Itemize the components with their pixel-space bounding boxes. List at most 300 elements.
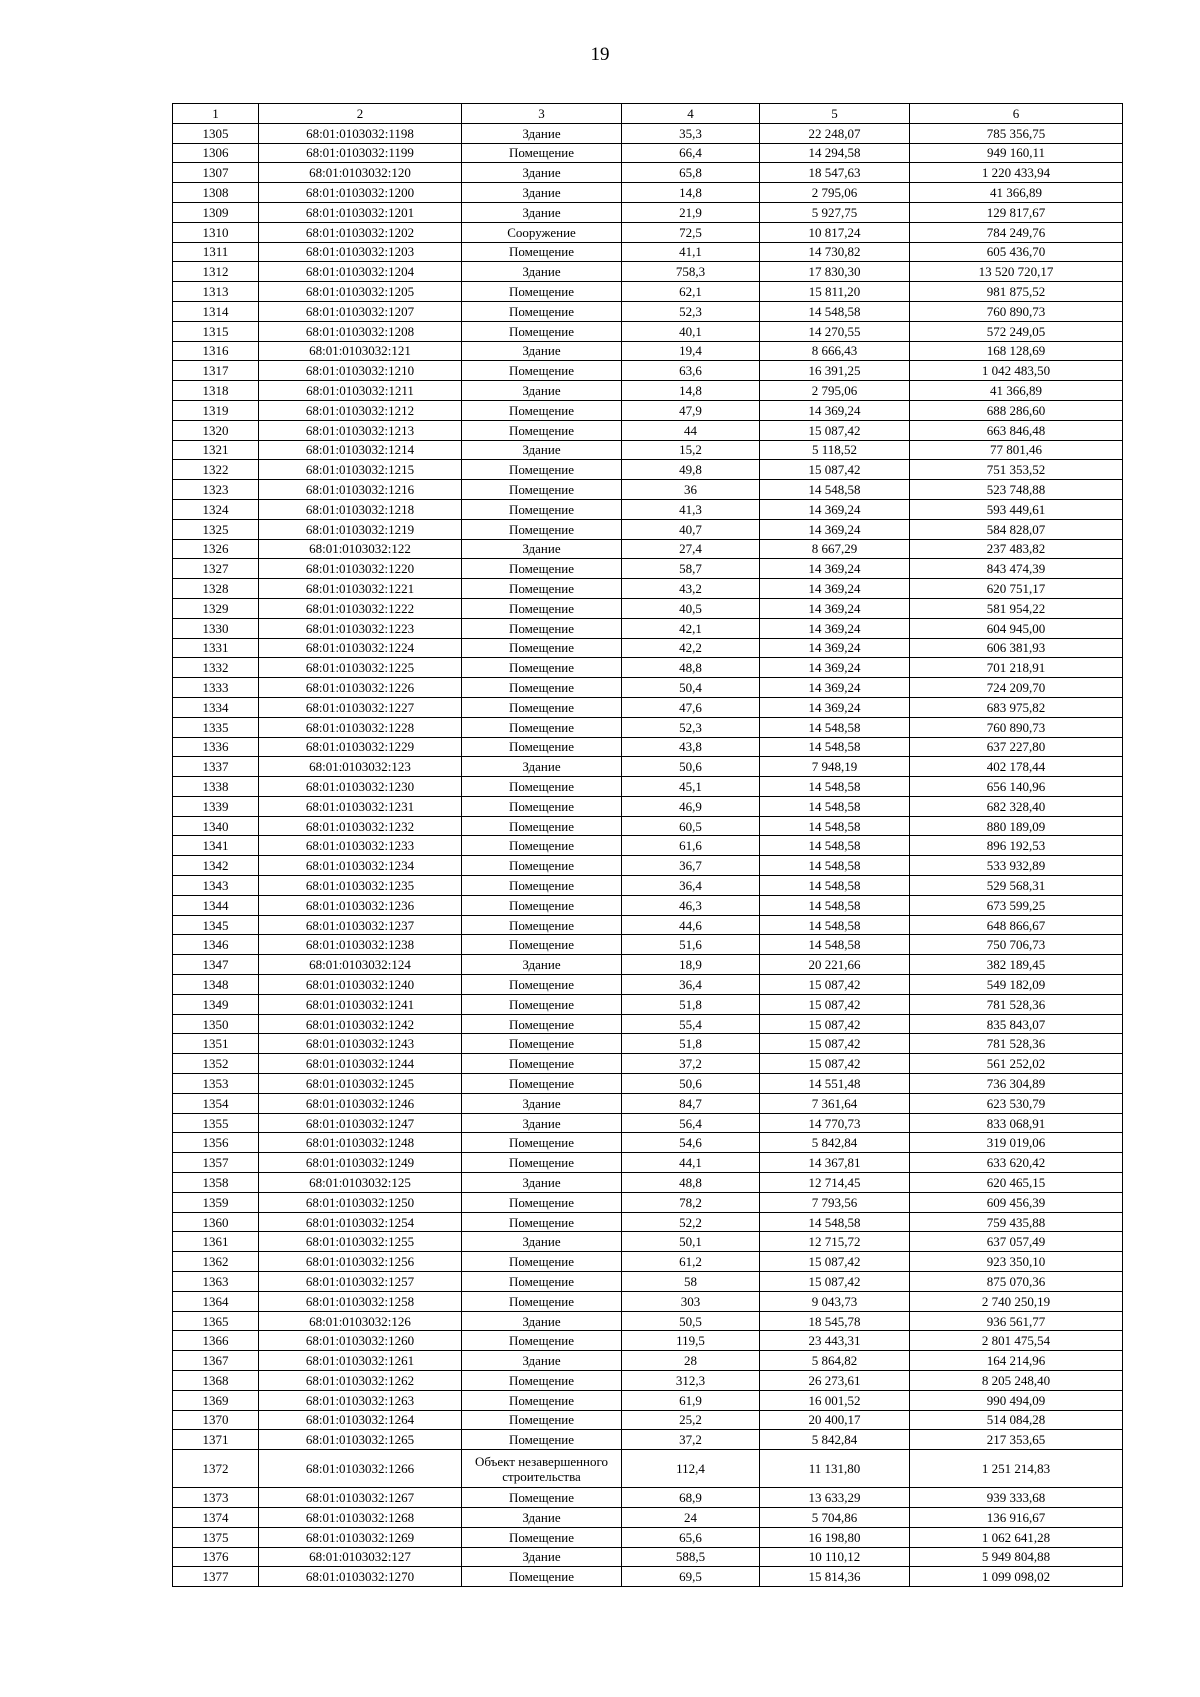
page-number: 19	[590, 44, 610, 65]
cadastral-number-cell: 68:01:0103032:1265	[259, 1430, 462, 1450]
specific-value-cell: 14 548,58	[760, 816, 910, 836]
table-row	[173, 1567, 1123, 1587]
cadastral-number-cell: 68:01:0103032:1247	[259, 1113, 462, 1133]
row-number-cell: 1361	[173, 1232, 259, 1252]
area-cell: 45,1	[622, 777, 760, 797]
specific-value-cell: 14 548,58	[760, 915, 910, 935]
cadastral-number-cell: 68:01:0103032:1245	[259, 1074, 462, 1094]
row-number-cell: 1351	[173, 1034, 259, 1054]
object-type-cell: Помещение	[462, 1291, 622, 1311]
table-row	[173, 123, 1123, 143]
row-number-cell: 1371	[173, 1430, 259, 1450]
cadastral-value-cell: 8 205 248,40	[910, 1371, 1123, 1391]
table-row	[173, 480, 1123, 500]
object-type-cell: Помещение	[462, 1272, 622, 1292]
cadastral-number-cell: 68:01:0103032:1229	[259, 737, 462, 757]
table-row	[173, 1311, 1123, 1331]
specific-value-cell: 15 814,36	[760, 1567, 910, 1587]
cadastral-value-cell: 77 801,46	[910, 440, 1123, 460]
object-type-cell: Здание	[462, 1547, 622, 1567]
cadastral-number-cell: 68:01:0103032:1233	[259, 836, 462, 856]
area-cell: 41,1	[622, 242, 760, 262]
object-type-cell: Здание	[462, 163, 622, 183]
table-row	[173, 262, 1123, 282]
object-type-cell: Помещение	[462, 1192, 622, 1212]
cadastral-value-cell: 382 189,45	[910, 955, 1123, 975]
table-row	[173, 915, 1123, 935]
object-type-cell: Помещение	[462, 143, 622, 163]
cadastral-value-cell: 581 954,22	[910, 598, 1123, 618]
specific-value-cell: 15 087,42	[760, 975, 910, 995]
cadastral-value-cell: 673 599,25	[910, 895, 1123, 915]
object-type-cell: Помещение	[462, 796, 622, 816]
cadastral-number-cell: 68:01:0103032:1211	[259, 381, 462, 401]
object-type-cell: Помещение	[462, 460, 622, 480]
table-row	[173, 242, 1123, 262]
object-type-cell: Здание	[462, 381, 622, 401]
specific-value-cell: 8 667,29	[760, 539, 910, 559]
cadastral-number-cell: 68:01:0103032:1212	[259, 400, 462, 420]
cadastral-value-cell: 549 182,09	[910, 975, 1123, 995]
cadastral-value-cell: 759 435,88	[910, 1212, 1123, 1232]
specific-value-cell: 5 118,52	[760, 440, 910, 460]
area-cell: 27,4	[622, 539, 760, 559]
row-number-cell: 1375	[173, 1527, 259, 1547]
area-cell: 51,8	[622, 1034, 760, 1054]
area-cell: 21,9	[622, 202, 760, 222]
object-type-cell: Помещение	[462, 618, 622, 638]
object-type-cell: Помещение	[462, 915, 622, 935]
row-number-cell: 1308	[173, 183, 259, 203]
object-type-cell: Помещение	[462, 994, 622, 1014]
object-type-cell: Сооружение	[462, 222, 622, 242]
object-type-cell: Помещение	[462, 519, 622, 539]
table-row	[173, 440, 1123, 460]
cadastral-number-cell: 68:01:0103032:1224	[259, 638, 462, 658]
table-row	[173, 638, 1123, 658]
specific-value-cell: 15 087,42	[760, 420, 910, 440]
cadastral-number-cell: 68:01:0103032:1268	[259, 1507, 462, 1527]
row-number-cell: 1337	[173, 757, 259, 777]
row-number-cell: 1373	[173, 1488, 259, 1508]
specific-value-cell: 15 087,42	[760, 1034, 910, 1054]
object-type-cell: Здание	[462, 183, 622, 203]
table-row	[173, 1173, 1123, 1193]
area-cell: 66,4	[622, 143, 760, 163]
cadastral-value-cell: 41 366,89	[910, 183, 1123, 203]
object-type-cell: Помещение	[462, 1390, 622, 1410]
object-type-cell: Помещение	[462, 816, 622, 836]
row-number-cell: 1327	[173, 559, 259, 579]
area-cell: 50,5	[622, 1311, 760, 1331]
object-type-cell: Помещение	[462, 658, 622, 678]
cadastral-value-cell: 784 249,76	[910, 222, 1123, 242]
row-number-cell: 1360	[173, 1212, 259, 1232]
row-number-cell: 1353	[173, 1074, 259, 1094]
specific-value-cell: 14 369,24	[760, 598, 910, 618]
cadastral-value-cell: 1 042 483,50	[910, 361, 1123, 381]
row-number-cell: 1316	[173, 341, 259, 361]
area-cell: 50,6	[622, 1074, 760, 1094]
area-cell: 15,2	[622, 440, 760, 460]
object-type-cell: Помещение	[462, 579, 622, 599]
cadastral-value-cell: 781 528,36	[910, 1034, 1123, 1054]
table-row	[173, 1291, 1123, 1311]
row-number-cell: 1338	[173, 777, 259, 797]
area-cell: 24	[622, 1507, 760, 1527]
row-number-cell: 1342	[173, 856, 259, 876]
specific-value-cell: 26 273,61	[760, 1371, 910, 1391]
row-number-cell: 1349	[173, 994, 259, 1014]
row-number-cell: 1320	[173, 420, 259, 440]
cadastral-value-table	[172, 103, 1123, 1587]
cadastral-value-cell: 605 436,70	[910, 242, 1123, 262]
area-cell: 40,5	[622, 598, 760, 618]
cadastral-value-cell: 533 932,89	[910, 856, 1123, 876]
table-row	[173, 1410, 1123, 1430]
row-number-cell: 1376	[173, 1547, 259, 1567]
specific-value-cell: 5 842,84	[760, 1133, 910, 1153]
cadastral-number-cell: 68:01:0103032:1264	[259, 1410, 462, 1430]
cadastral-value-cell: 514 084,28	[910, 1410, 1123, 1430]
cadastral-value-cell: 584 828,07	[910, 519, 1123, 539]
object-type-cell: Помещение	[462, 499, 622, 519]
area-cell: 14,8	[622, 183, 760, 203]
table-row	[173, 1034, 1123, 1054]
row-number-cell: 1362	[173, 1252, 259, 1272]
row-number-cell: 1332	[173, 658, 259, 678]
area-cell: 588,5	[622, 1547, 760, 1567]
object-type-cell: Помещение	[462, 678, 622, 698]
cadastral-value-cell: 129 817,67	[910, 202, 1123, 222]
row-number-cell: 1319	[173, 400, 259, 420]
cadastral-value-cell: 13 520 720,17	[910, 262, 1123, 282]
specific-value-cell: 14 369,24	[760, 638, 910, 658]
cadastral-number-cell: 68:01:0103032:1269	[259, 1527, 462, 1547]
cadastral-value-cell: 593 449,61	[910, 499, 1123, 519]
table-row	[173, 955, 1123, 975]
row-number-cell: 1354	[173, 1093, 259, 1113]
cadastral-value-cell: 217 353,65	[910, 1430, 1123, 1450]
specific-value-cell: 14 548,58	[760, 856, 910, 876]
cadastral-value-cell: 682 328,40	[910, 796, 1123, 816]
table-row	[173, 1192, 1123, 1212]
area-cell: 312,3	[622, 1371, 760, 1391]
area-cell: 61,2	[622, 1252, 760, 1272]
cadastral-number-cell: 68:01:0103032:1225	[259, 658, 462, 678]
cadastral-number-cell: 68:01:0103032:1220	[259, 559, 462, 579]
cadastral-value-cell: 750 706,73	[910, 935, 1123, 955]
specific-value-cell: 13 633,29	[760, 1488, 910, 1508]
cadastral-value-cell: 620 465,15	[910, 1173, 1123, 1193]
table-row	[173, 737, 1123, 757]
table-row	[173, 856, 1123, 876]
area-cell: 28	[622, 1351, 760, 1371]
cadastral-value-cell: 939 333,68	[910, 1488, 1123, 1508]
specific-value-cell: 14 551,48	[760, 1074, 910, 1094]
area-cell: 36,4	[622, 876, 760, 896]
row-number-cell: 1330	[173, 618, 259, 638]
cadastral-value-cell: 572 249,05	[910, 321, 1123, 341]
specific-value-cell: 18 545,78	[760, 1311, 910, 1331]
cadastral-number-cell: 68:01:0103032:1208	[259, 321, 462, 341]
cadastral-number-cell: 68:01:0103032:1231	[259, 796, 462, 816]
object-type-cell: Здание	[462, 440, 622, 460]
row-number-cell: 1366	[173, 1331, 259, 1351]
cadastral-number-cell: 68:01:0103032:1237	[259, 915, 462, 935]
table-row	[173, 658, 1123, 678]
area-cell: 44	[622, 420, 760, 440]
row-number-cell: 1343	[173, 876, 259, 896]
cadastral-number-cell: 68:01:0103032:1222	[259, 598, 462, 618]
specific-value-cell: 17 830,30	[760, 262, 910, 282]
area-cell: 19,4	[622, 341, 760, 361]
cadastral-number-cell: 68:01:0103032:1210	[259, 361, 462, 381]
object-type-cell: Помещение	[462, 480, 622, 500]
specific-value-cell: 15 087,42	[760, 1252, 910, 1272]
cadastral-value-cell: 561 252,02	[910, 1054, 1123, 1074]
table-row	[173, 381, 1123, 401]
object-type-cell: Помещение	[462, 420, 622, 440]
cadastral-value-cell: 843 474,39	[910, 559, 1123, 579]
specific-value-cell: 14 548,58	[760, 935, 910, 955]
cadastral-number-cell: 68:01:0103032:1244	[259, 1054, 462, 1074]
table-row	[173, 757, 1123, 777]
cadastral-number-cell: 68:01:0103032:1198	[259, 123, 462, 143]
cadastral-value-cell: 523 748,88	[910, 480, 1123, 500]
cadastral-value-cell: 880 189,09	[910, 816, 1123, 836]
table-row	[173, 777, 1123, 797]
row-number-cell: 1345	[173, 915, 259, 935]
cadastral-value-cell: 875 070,36	[910, 1272, 1123, 1292]
object-type-cell: Помещение	[462, 1014, 622, 1034]
cadastral-value-cell: 923 350,10	[910, 1252, 1123, 1272]
object-type-cell: Помещение	[462, 856, 622, 876]
table-row	[173, 1153, 1123, 1173]
row-number-cell: 1310	[173, 222, 259, 242]
specific-value-cell: 15 087,42	[760, 1272, 910, 1292]
table-row	[173, 1093, 1123, 1113]
area-cell: 52,3	[622, 301, 760, 321]
object-type-cell: Здание	[462, 202, 622, 222]
cadastral-value-cell: 833 068,91	[910, 1113, 1123, 1133]
table-row	[173, 717, 1123, 737]
cadastral-number-cell: 68:01:0103032:1270	[259, 1567, 462, 1587]
specific-value-cell: 22 248,07	[760, 123, 910, 143]
cadastral-number-cell: 68:01:0103032:1240	[259, 975, 462, 995]
table-row	[173, 994, 1123, 1014]
row-number-cell: 1346	[173, 935, 259, 955]
row-number-cell: 1305	[173, 123, 259, 143]
table-row	[173, 460, 1123, 480]
specific-value-cell: 14 770,73	[760, 1113, 910, 1133]
row-number-cell: 1347	[173, 955, 259, 975]
object-type-cell: Помещение	[462, 717, 622, 737]
object-type-cell: Помещение	[462, 1034, 622, 1054]
cadastral-number-cell: 68:01:0103032:1216	[259, 480, 462, 500]
area-cell: 84,7	[622, 1093, 760, 1113]
table-row	[173, 282, 1123, 302]
cadastral-value-cell: 1 099 098,02	[910, 1567, 1123, 1587]
cadastral-value-cell: 688 286,60	[910, 400, 1123, 420]
area-cell: 56,4	[622, 1113, 760, 1133]
object-type-cell: Здание	[462, 1093, 622, 1113]
table-row	[173, 1054, 1123, 1074]
area-cell: 25,2	[622, 1410, 760, 1430]
specific-value-cell: 20 400,17	[760, 1410, 910, 1430]
cadastral-value-cell: 656 140,96	[910, 777, 1123, 797]
row-number-cell: 1318	[173, 381, 259, 401]
table-row	[173, 361, 1123, 381]
cadastral-number-cell: 68:01:0103032:1232	[259, 816, 462, 836]
cadastral-number-cell: 68:01:0103032:1267	[259, 1488, 462, 1508]
area-cell: 61,9	[622, 1390, 760, 1410]
area-cell: 52,2	[622, 1212, 760, 1232]
object-type-cell: Помещение	[462, 1488, 622, 1508]
row-number-cell: 1344	[173, 895, 259, 915]
row-number-cell: 1374	[173, 1507, 259, 1527]
table-row	[173, 420, 1123, 440]
cadastral-value-cell: 1 220 433,94	[910, 163, 1123, 183]
area-cell: 37,2	[622, 1430, 760, 1450]
object-type-cell: Помещение	[462, 876, 622, 896]
area-cell: 46,3	[622, 895, 760, 915]
table-row	[173, 1014, 1123, 1034]
area-cell: 50,6	[622, 757, 760, 777]
cadastral-number-cell: 68:01:0103032:123	[259, 757, 462, 777]
cadastral-value-cell: 648 866,67	[910, 915, 1123, 935]
area-cell: 46,9	[622, 796, 760, 816]
row-number-cell: 1341	[173, 836, 259, 856]
cadastral-number-cell: 68:01:0103032:1205	[259, 282, 462, 302]
table-row	[173, 1527, 1123, 1547]
cadastral-number-cell: 68:01:0103032:1261	[259, 1351, 462, 1371]
cadastral-number-cell: 68:01:0103032:1266	[259, 1450, 462, 1488]
table-row	[173, 1371, 1123, 1391]
specific-value-cell: 10 817,24	[760, 222, 910, 242]
object-type-cell: Здание	[462, 262, 622, 282]
area-cell: 60,5	[622, 816, 760, 836]
area-cell: 18,9	[622, 955, 760, 975]
object-type-cell: Помещение	[462, 282, 622, 302]
table-row	[173, 1507, 1123, 1527]
cadastral-number-cell: 68:01:0103032:1248	[259, 1133, 462, 1153]
cadastral-number-cell: 68:01:0103032:124	[259, 955, 462, 975]
cadastral-number-cell: 68:01:0103032:1236	[259, 895, 462, 915]
specific-value-cell: 15 811,20	[760, 282, 910, 302]
object-type-cell: Помещение	[462, 1331, 622, 1351]
table-row	[173, 143, 1123, 163]
cadastral-value-cell: 41 366,89	[910, 381, 1123, 401]
cadastral-number-cell: 68:01:0103032:1203	[259, 242, 462, 262]
row-number-cell: 1309	[173, 202, 259, 222]
table-row	[173, 163, 1123, 183]
cadastral-value-cell: 164 214,96	[910, 1351, 1123, 1371]
object-type-cell: Помещение	[462, 1410, 622, 1430]
specific-value-cell: 14 548,58	[760, 876, 910, 896]
cadastral-number-cell: 68:01:0103032:1243	[259, 1034, 462, 1054]
specific-value-cell: 14 270,55	[760, 321, 910, 341]
object-type-cell: Помещение	[462, 400, 622, 420]
area-cell: 303	[622, 1291, 760, 1311]
row-number-cell: 1359	[173, 1192, 259, 1212]
area-cell: 14,8	[622, 381, 760, 401]
specific-value-cell: 14 369,24	[760, 499, 910, 519]
table-row	[173, 678, 1123, 698]
row-number-cell: 1358	[173, 1173, 259, 1193]
object-type-cell: Помещение	[462, 1430, 622, 1450]
table-row	[173, 1133, 1123, 1153]
area-cell: 50,4	[622, 678, 760, 698]
row-number-cell: 1363	[173, 1272, 259, 1292]
row-number-cell: 1334	[173, 697, 259, 717]
table-row	[173, 935, 1123, 955]
cadastral-number-cell: 68:01:0103032:126	[259, 1311, 462, 1331]
area-cell: 55,4	[622, 1014, 760, 1034]
row-number-cell: 1324	[173, 499, 259, 519]
cadastral-number-cell: 68:01:0103032:1215	[259, 460, 462, 480]
cadastral-number-cell: 68:01:0103032:1218	[259, 499, 462, 519]
row-number-cell: 1311	[173, 242, 259, 262]
row-number-cell: 1323	[173, 480, 259, 500]
specific-value-cell: 12 715,72	[760, 1232, 910, 1252]
area-cell: 758,3	[622, 262, 760, 282]
cadastral-number-cell: 68:01:0103032:1256	[259, 1252, 462, 1272]
object-type-cell: Помещение	[462, 1371, 622, 1391]
column-header: 1	[173, 104, 259, 124]
object-type-cell: Помещение	[462, 301, 622, 321]
row-number-cell: 1372	[173, 1450, 259, 1488]
area-cell: 41,3	[622, 499, 760, 519]
row-number-cell: 1322	[173, 460, 259, 480]
cadastral-value-cell: 529 568,31	[910, 876, 1123, 896]
cadastral-value-cell: 736 304,89	[910, 1074, 1123, 1094]
row-number-cell: 1339	[173, 796, 259, 816]
area-cell: 48,8	[622, 1173, 760, 1193]
row-number-cell: 1364	[173, 1291, 259, 1311]
cadastral-value-cell: 609 456,39	[910, 1192, 1123, 1212]
area-cell: 37,2	[622, 1054, 760, 1074]
specific-value-cell: 14 369,24	[760, 579, 910, 599]
row-number-cell: 1352	[173, 1054, 259, 1074]
area-cell: 42,1	[622, 618, 760, 638]
specific-value-cell: 14 294,58	[760, 143, 910, 163]
specific-value-cell: 18 547,63	[760, 163, 910, 183]
cadastral-number-cell: 68:01:0103032:1241	[259, 994, 462, 1014]
area-cell: 36,7	[622, 856, 760, 876]
cadastral-number-cell: 68:01:0103032:1223	[259, 618, 462, 638]
table-row	[173, 539, 1123, 559]
cadastral-number-cell: 68:01:0103032:1213	[259, 420, 462, 440]
table-header-row	[173, 104, 1123, 124]
cadastral-value-cell: 5 949 804,88	[910, 1547, 1123, 1567]
row-number-cell: 1348	[173, 975, 259, 995]
object-type-cell: Здание	[462, 1232, 622, 1252]
table-row	[173, 321, 1123, 341]
area-cell: 52,3	[622, 717, 760, 737]
object-type-cell: Здание	[462, 1113, 622, 1133]
row-number-cell: 1357	[173, 1153, 259, 1173]
specific-value-cell: 14 548,58	[760, 301, 910, 321]
cadastral-value-cell: 237 483,82	[910, 539, 1123, 559]
object-type-cell: Помещение	[462, 1133, 622, 1153]
specific-value-cell: 14 548,58	[760, 796, 910, 816]
cadastral-value-cell: 604 945,00	[910, 618, 1123, 638]
specific-value-cell: 14 369,24	[760, 678, 910, 698]
table-row	[173, 1488, 1123, 1508]
cadastral-number-cell: 68:01:0103032:1207	[259, 301, 462, 321]
cadastral-value-cell: 319 019,06	[910, 1133, 1123, 1153]
